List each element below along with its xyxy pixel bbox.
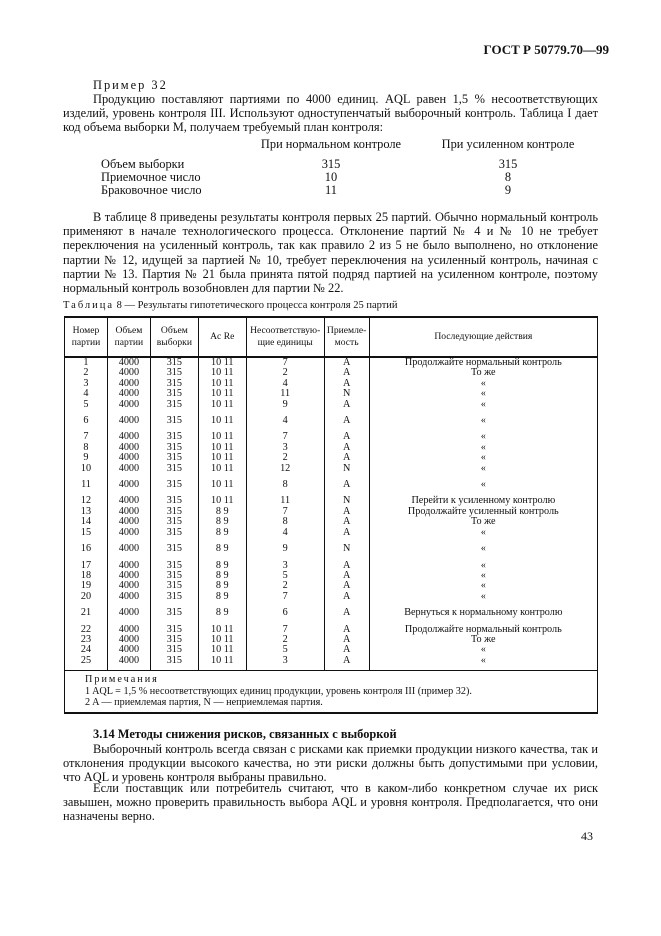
cell-lot-number: 15 xyxy=(65,528,108,538)
cell-sample-size: 315 xyxy=(150,368,198,378)
cell-lot-number: 16 xyxy=(65,538,108,554)
cell-lot-number: 8 xyxy=(65,443,108,453)
cell-lot-number: 9 xyxy=(65,453,108,463)
table-caption-label: Таблица xyxy=(63,300,115,311)
cell-lot-number: 20 xyxy=(65,592,108,602)
cell-lot-number: 3 xyxy=(65,379,108,389)
cell-sample-size: 315 xyxy=(150,538,198,554)
col-ac-re: Ac Re xyxy=(198,317,246,357)
cell-lot-size: 4000 xyxy=(107,464,150,474)
table-row xyxy=(65,389,598,399)
cell-lot-number: 24 xyxy=(65,645,108,655)
cell-sample-size: 315 xyxy=(150,410,198,426)
cell-ac-re: 10 11 xyxy=(198,389,246,399)
plan-row-label: Приемочное число xyxy=(101,170,201,184)
cell-action: « xyxy=(369,528,597,538)
cell-action: « xyxy=(369,555,597,571)
cell-sample-size: 315 xyxy=(150,379,198,389)
cell-acceptability: A xyxy=(324,528,369,538)
col-nonconforming: Несоответствую-щие единицы xyxy=(246,317,324,357)
section-paragraph-2: Если поставщик или потребитель считают, что в каком-либо конкретном случае их риск завышен, можно проверить правильность выбора AQL и уровня контроля. Предполагается, что они назначены верно. xyxy=(63,781,598,824)
note-2: 2 A — приемлемая партия, N — неприемлемая партия. xyxy=(85,697,323,709)
cell-nonconforming: 5 xyxy=(246,571,324,581)
table-row xyxy=(65,379,598,389)
col-lot-size: Объем партии xyxy=(107,317,150,357)
cell-action: « xyxy=(369,538,597,554)
cell-ac-re: 10 11 xyxy=(198,410,246,426)
cell-lot-number: 13 xyxy=(65,507,108,517)
cell-nonconforming: 2 xyxy=(246,635,324,645)
table-row xyxy=(65,645,598,655)
plan-row-normal: 315 xyxy=(321,157,341,171)
cell-action: « xyxy=(369,592,597,602)
col-lot-number: Номер партии xyxy=(65,317,108,357)
cell-sample-size: 315 xyxy=(150,464,198,474)
cell-acceptability: N xyxy=(324,538,369,554)
cell-ac-re: 10 11 xyxy=(198,443,246,453)
cell-lot-size: 4000 xyxy=(107,443,150,453)
cell-acceptability: A xyxy=(324,410,369,426)
cell-nonconforming: 3 xyxy=(246,443,324,453)
cell-sample-size: 315 xyxy=(150,592,198,602)
cell-action: Продолжайте нормальный контроль xyxy=(369,619,597,635)
cell-sample-size: 315 xyxy=(150,528,198,538)
cell-acceptability: A xyxy=(324,656,369,671)
plan-row-normal: 11 xyxy=(325,183,337,197)
cell-action: « xyxy=(369,474,597,490)
cell-action: « xyxy=(369,400,597,410)
cell-sample-size: 315 xyxy=(150,555,198,571)
cell-sample-size: 315 xyxy=(150,400,198,410)
cell-lot-size: 4000 xyxy=(107,368,150,378)
table-notes-row xyxy=(65,671,598,713)
cell-nonconforming: 4 xyxy=(246,410,324,426)
example-text: Продукцию поставляют партиями по 4000 единиц. AQL равен 1,5 % несоответствующих изделий, уровень контроля III. Используют одноступенчатый выборочный контроль. Таблица I дает код объема выборки M, получаем требуемый план контроля: xyxy=(63,92,598,135)
table-row xyxy=(65,656,598,671)
cell-lot-size: 4000 xyxy=(107,379,150,389)
cell-lot-size: 4000 xyxy=(107,602,150,618)
cell-lot-number: 14 xyxy=(65,517,108,527)
cell-ac-re: 10 11 xyxy=(198,619,246,635)
cell-sample-size: 315 xyxy=(150,517,198,527)
cell-lot-size: 4000 xyxy=(107,528,150,538)
table-body xyxy=(65,357,598,671)
cell-ac-re: 10 11 xyxy=(198,490,246,506)
cell-ac-re: 10 11 xyxy=(198,635,246,645)
cell-nonconforming: 7 xyxy=(246,426,324,442)
note-1: 1 AQL = 1,5 % несоответствующих единиц продукции, уровень контроля III (пример 32). xyxy=(85,685,472,697)
cell-nonconforming: 3 xyxy=(246,555,324,571)
cell-ac-re: 10 11 xyxy=(198,464,246,474)
cell-nonconforming: 2 xyxy=(246,368,324,378)
cell-lot-number: 5 xyxy=(65,400,108,410)
table-notes xyxy=(65,671,598,713)
cell-sample-size: 315 xyxy=(150,645,198,655)
cell-acceptability: A xyxy=(324,400,369,410)
cell-action: « xyxy=(369,656,597,671)
table-row xyxy=(65,571,598,581)
cell-lot-size: 4000 xyxy=(107,635,150,645)
cell-lot-number: 2 xyxy=(65,368,108,378)
cell-action: Продолжайте усиленный контроль xyxy=(369,507,597,517)
cell-lot-size: 4000 xyxy=(107,555,150,571)
cell-acceptability: A xyxy=(324,555,369,571)
plan-header-normal: При нормальном контроле xyxy=(260,137,402,151)
col-acceptability: Приемле-мость xyxy=(324,317,369,357)
cell-lot-number: 6 xyxy=(65,410,108,426)
cell-sample-size: 315 xyxy=(150,389,198,399)
cell-sample-size: 315 xyxy=(150,443,198,453)
cell-action: « xyxy=(369,571,597,581)
table-row xyxy=(65,490,598,506)
cell-ac-re: 10 11 xyxy=(198,400,246,410)
cell-lot-size: 4000 xyxy=(107,538,150,554)
cell-lot-number: 12 xyxy=(65,490,108,506)
cell-ac-re: 8 9 xyxy=(198,538,246,554)
cell-lot-size: 4000 xyxy=(107,656,150,671)
cell-ac-re: 10 11 xyxy=(198,645,246,655)
cell-ac-re: 10 11 xyxy=(198,426,246,442)
table-row xyxy=(65,453,598,463)
cell-lot-number: 4 xyxy=(65,389,108,399)
cell-acceptability: N xyxy=(324,490,369,506)
cell-lot-size: 4000 xyxy=(107,571,150,581)
cell-sample-size: 315 xyxy=(150,474,198,490)
cell-sample-size: 315 xyxy=(150,656,198,671)
table-row xyxy=(65,443,598,453)
cell-action: Перейти к усиленному контролю xyxy=(369,490,597,506)
cell-nonconforming: 5 xyxy=(246,645,324,655)
cell-ac-re: 10 11 xyxy=(198,368,246,378)
cell-acceptability: A xyxy=(324,645,369,655)
table-row xyxy=(65,400,598,410)
cell-acceptability: A xyxy=(324,635,369,645)
col-actions: Последующие действия xyxy=(369,317,597,357)
cell-sample-size: 315 xyxy=(150,571,198,581)
cell-acceptability: A xyxy=(324,474,369,490)
table-row xyxy=(65,602,598,618)
cell-nonconforming: 11 xyxy=(246,389,324,399)
cell-acceptability: A xyxy=(324,443,369,453)
cell-lot-size: 4000 xyxy=(107,592,150,602)
cell-lot-number: 21 xyxy=(65,602,108,618)
cell-nonconforming: 9 xyxy=(246,400,324,410)
cell-action: « xyxy=(369,453,597,463)
cell-action: Вернуться к нормальному контролю xyxy=(369,602,597,618)
cell-ac-re: 8 9 xyxy=(198,592,246,602)
cell-acceptability: A xyxy=(324,507,369,517)
table-row xyxy=(65,368,598,378)
cell-ac-re: 10 11 xyxy=(198,453,246,463)
example-label: Пример 32 xyxy=(93,78,168,92)
table-row xyxy=(65,517,598,527)
cell-lot-size: 4000 xyxy=(107,389,150,399)
cell-nonconforming: 8 xyxy=(246,474,324,490)
cell-lot-size: 4000 xyxy=(107,619,150,635)
cell-action: « xyxy=(369,426,597,442)
cell-ac-re: 8 9 xyxy=(198,507,246,517)
cell-ac-re: 8 9 xyxy=(198,517,246,527)
cell-lot-number: 23 xyxy=(65,635,108,645)
cell-lot-number: 25 xyxy=(65,656,108,671)
cell-action: « xyxy=(369,464,597,474)
cell-lot-number: 11 xyxy=(65,474,108,490)
cell-sample-size: 315 xyxy=(150,602,198,618)
results-paragraph: В таблице 8 приведены результаты контроля первых 25 партий. Обычно нормальный контроль применяют в начале технологического процесса. Отклонение партий № 4 и № 10 не требует переключения на усиленный контроль, так как правило 2 из 5 не было выполнено, но отклонение партии № 12, идущей за партией № 10, требует переключения на усиленный контроль, начиная с партии № 13. Партия № 21 была принята пятой подряд партией на усиленном контроле, поэтому нормальный контроль возобновлен для партии № 22. xyxy=(63,210,598,296)
cell-nonconforming: 7 xyxy=(246,592,324,602)
cell-acceptability: N xyxy=(324,389,369,399)
table-caption xyxy=(63,300,398,311)
table-row xyxy=(65,507,598,517)
cell-nonconforming: 12 xyxy=(246,464,324,474)
table-header-row xyxy=(65,317,598,357)
cell-nonconforming: 4 xyxy=(246,379,324,389)
cell-action: « xyxy=(369,379,597,389)
cell-ac-re: 10 11 xyxy=(198,656,246,671)
table-row xyxy=(65,426,598,442)
cell-sample-size: 315 xyxy=(150,357,198,368)
table-row xyxy=(65,474,598,490)
cell-lot-size: 4000 xyxy=(107,507,150,517)
cell-lot-size: 4000 xyxy=(107,400,150,410)
cell-acceptability: A xyxy=(324,379,369,389)
cell-ac-re: 8 9 xyxy=(198,555,246,571)
section-paragraph-1: Выборочный контроль всегда связан с рисками как приемки продукции низкого качества, так и отклонения продукции высокого качества, но эти риски должны быть допустимыми при условии, что AQL и уровень контроля выбраны правильно. xyxy=(63,742,598,785)
cell-nonconforming: 7 xyxy=(246,507,324,517)
plan-row-tight: 315 xyxy=(498,157,518,171)
cell-lot-number: 1 xyxy=(65,357,108,368)
cell-action: « xyxy=(369,645,597,655)
cell-sample-size: 315 xyxy=(150,426,198,442)
cell-lot-number: 19 xyxy=(65,581,108,591)
cell-nonconforming: 8 xyxy=(246,517,324,527)
cell-lot-number: 7 xyxy=(65,426,108,442)
cell-ac-re: 10 11 xyxy=(198,474,246,490)
cell-acceptability: A xyxy=(324,426,369,442)
cell-nonconforming: 6 xyxy=(246,602,324,618)
cell-nonconforming: 2 xyxy=(246,453,324,463)
cell-action: « xyxy=(369,410,597,426)
cell-lot-size: 4000 xyxy=(107,426,150,442)
cell-lot-number: 22 xyxy=(65,619,108,635)
plan-row-normal: 10 xyxy=(324,170,338,184)
cell-lot-number: 17 xyxy=(65,555,108,571)
cell-nonconforming: 2 xyxy=(246,581,324,591)
cell-action: То же xyxy=(369,517,597,527)
cell-lot-size: 4000 xyxy=(107,453,150,463)
cell-nonconforming: 7 xyxy=(246,357,324,368)
cell-acceptability: A xyxy=(324,581,369,591)
plan-row-tight: 8 xyxy=(504,170,512,184)
section-title: 3.14 Методы снижения рисков, связанных с выборкой xyxy=(93,727,397,741)
cell-lot-size: 4000 xyxy=(107,474,150,490)
cell-ac-re: 8 9 xyxy=(198,602,246,618)
cell-ac-re: 8 9 xyxy=(198,528,246,538)
cell-acceptability: A xyxy=(324,453,369,463)
cell-acceptability: A xyxy=(324,592,369,602)
cell-nonconforming: 11 xyxy=(246,490,324,506)
cell-nonconforming: 9 xyxy=(246,538,324,554)
results-table xyxy=(64,316,598,714)
cell-lot-size: 4000 xyxy=(107,645,150,655)
cell-acceptability: A xyxy=(324,602,369,618)
cell-lot-number: 18 xyxy=(65,571,108,581)
table-row xyxy=(65,619,598,635)
cell-acceptability: A xyxy=(324,368,369,378)
table-row xyxy=(65,592,598,602)
cell-action: « xyxy=(369,389,597,399)
cell-lot-number: 10 xyxy=(65,464,108,474)
plan-row-tight: 9 xyxy=(504,183,512,197)
cell-nonconforming: 4 xyxy=(246,528,324,538)
plan-row-label: Объем выборки xyxy=(101,157,185,171)
table-row xyxy=(65,555,598,571)
cell-sample-size: 315 xyxy=(150,490,198,506)
cell-nonconforming: 3 xyxy=(246,656,324,671)
cell-action: Продолжайте нормальный контроль xyxy=(369,357,597,368)
table-row xyxy=(65,581,598,591)
cell-action: « xyxy=(369,581,597,591)
table-row xyxy=(65,464,598,474)
col-sample-size: Объем выборки xyxy=(150,317,198,357)
cell-lot-size: 4000 xyxy=(107,410,150,426)
cell-sample-size: 315 xyxy=(150,581,198,591)
cell-sample-size: 315 xyxy=(150,619,198,635)
cell-acceptability: A xyxy=(324,571,369,581)
cell-lot-size: 4000 xyxy=(107,357,150,368)
cell-action: То же xyxy=(369,368,597,378)
cell-sample-size: 315 xyxy=(150,507,198,517)
plan-header-tight: При усиленном контроле xyxy=(441,137,575,151)
cell-ac-re: 8 9 xyxy=(198,581,246,591)
table-row xyxy=(65,410,598,426)
cell-acceptability: A xyxy=(324,357,369,368)
cell-sample-size: 315 xyxy=(150,453,198,463)
table-row xyxy=(65,635,598,645)
document-code: ГОСТ Р 50779.70—99 xyxy=(483,42,609,57)
cell-ac-re: 8 9 xyxy=(198,571,246,581)
plan-row-label: Браковочное число xyxy=(101,183,202,197)
cell-sample-size: 315 xyxy=(150,635,198,645)
cell-action: « xyxy=(369,443,597,453)
table-row xyxy=(65,357,598,368)
cell-acceptability: A xyxy=(324,619,369,635)
page-number: 43 xyxy=(581,829,593,843)
cell-lot-size: 4000 xyxy=(107,581,150,591)
cell-lot-size: 4000 xyxy=(107,517,150,527)
cell-ac-re: 10 11 xyxy=(198,379,246,389)
cell-action: То же xyxy=(369,635,597,645)
table-row xyxy=(65,538,598,554)
cell-ac-re: 10 11 xyxy=(198,357,246,368)
notes-title: Примечания xyxy=(85,674,159,686)
cell-nonconforming: 7 xyxy=(246,619,324,635)
table-caption-text: 8 — Результаты гипотетического процесса контроля 25 партий xyxy=(116,300,398,311)
cell-acceptability: A xyxy=(324,517,369,527)
cell-lot-size: 4000 xyxy=(107,490,150,506)
cell-acceptability: N xyxy=(324,464,369,474)
table-row xyxy=(65,528,598,538)
